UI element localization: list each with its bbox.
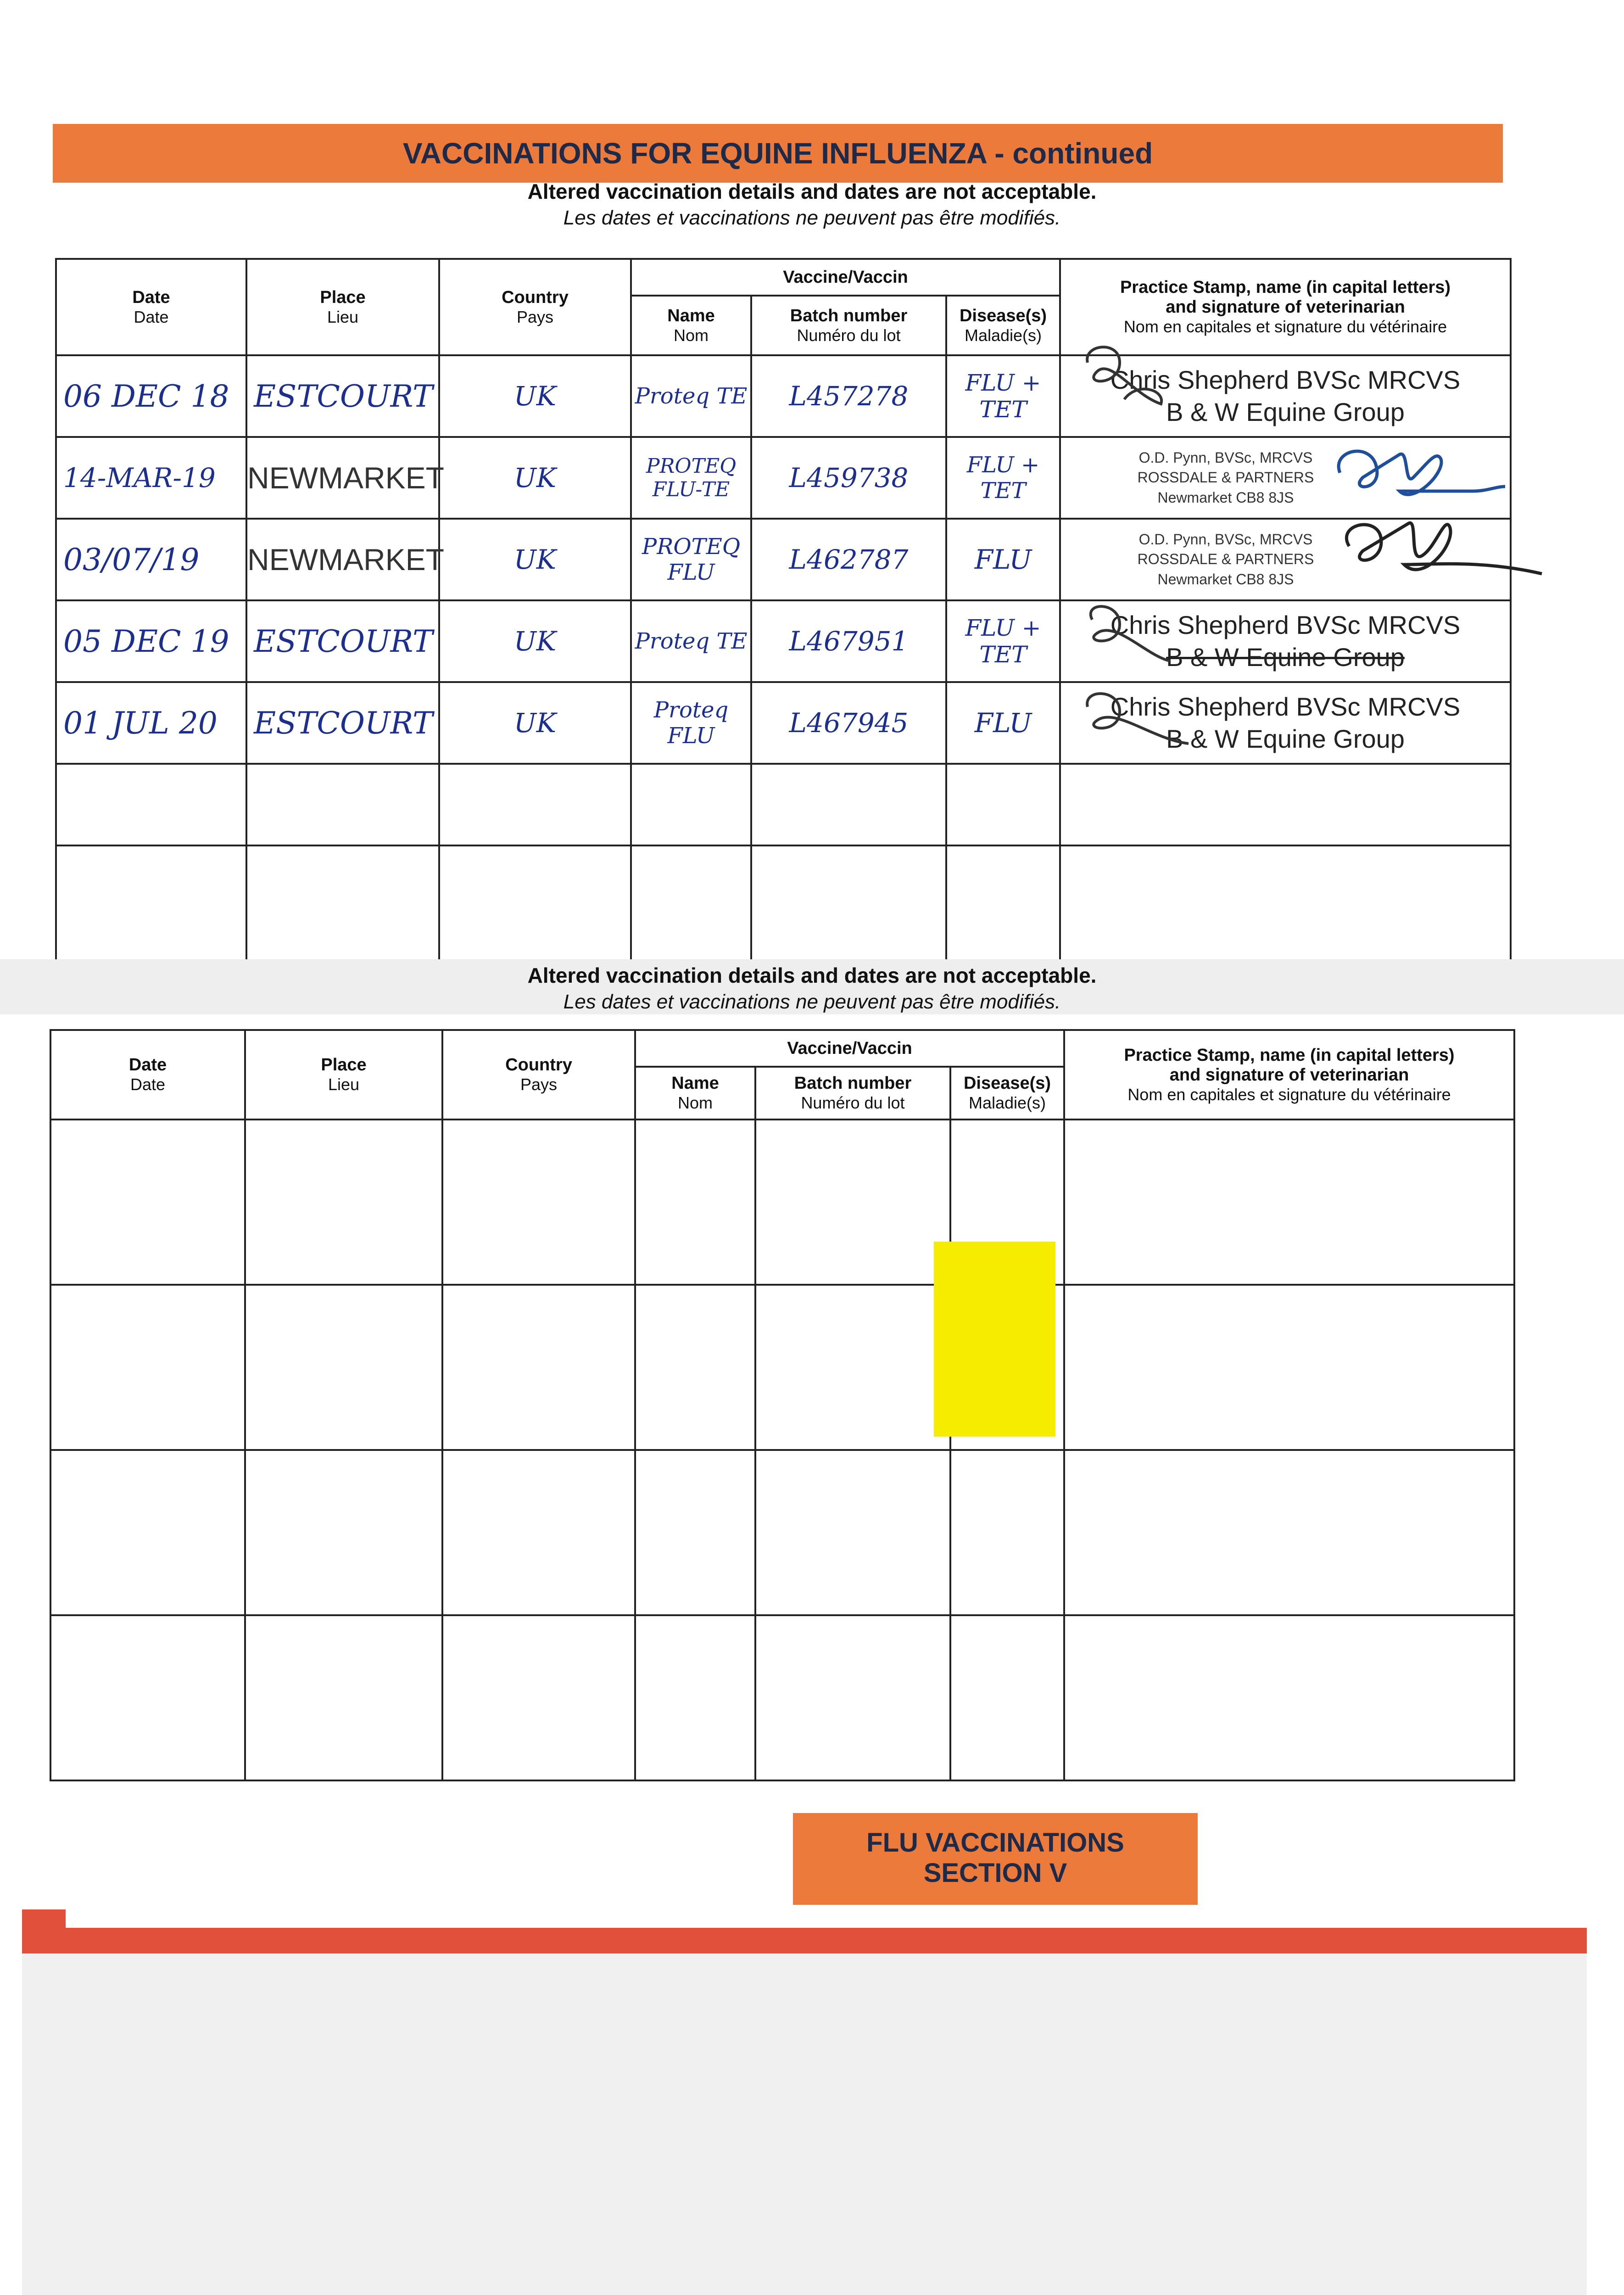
vet-address: Newmarket CB8 8JS — [1157, 489, 1294, 506]
vaccine-name-cell: Proteq TE — [631, 600, 751, 682]
disease-cell: FLU + TET — [946, 355, 1060, 437]
batch-cell: L462787 — [751, 519, 946, 600]
place-header: Place Lieu — [246, 259, 439, 355]
place-cell: NEWMARKET — [246, 437, 439, 519]
vet-address: Newmarket CB8 8JS — [1157, 571, 1294, 588]
vet-name: O.D. Pynn, BVSc, MRCVS — [1138, 531, 1313, 548]
vaccine-name-cell: PROTEQ FLU-TE — [631, 437, 751, 519]
disease-cell: FLU + TET — [946, 437, 1060, 519]
name-header: Name Nom — [631, 296, 751, 355]
table-row — [50, 1615, 1514, 1780]
name-header: Name Nom — [635, 1067, 755, 1120]
vet-practice: B & W Equine Group — [1166, 397, 1405, 426]
table-row — [56, 682, 1511, 764]
notice-fr: Les dates et vaccinations ne peuvent pas être modifiés. — [563, 207, 1061, 229]
disease-header: Disease(s) Maladie(s) — [950, 1067, 1064, 1120]
country-cell: UK — [439, 355, 631, 437]
vaccination-table-1 — [55, 258, 1512, 961]
notice-en-2: Altered vaccination details and dates are not acceptable. — [527, 963, 1097, 987]
disease-header: Disease(s) Maladie(s) — [946, 296, 1060, 355]
table-row — [50, 1450, 1514, 1615]
bottom-scan-area — [22, 1954, 1587, 2295]
place-cell: ESTCOURT — [246, 600, 439, 682]
vaccine-name-cell: Proteq TE — [631, 355, 751, 437]
date-cell: 14-MAR-19 — [56, 437, 246, 519]
vaccine-name-cell: Proteq FLU — [631, 682, 751, 764]
batch-cell: L467945 — [751, 682, 946, 764]
vaccine-header: Vaccine/Vaccin — [635, 1030, 1064, 1067]
country-header: Country Pays — [439, 259, 631, 355]
place-header: Place Lieu — [245, 1030, 442, 1120]
vaccine-header: Vaccine/Vaccin — [631, 259, 1060, 296]
batch-header: Batch number Numéro du lot — [751, 296, 946, 355]
date-cell: 05 DEC 19 — [56, 600, 246, 682]
disease-cell: FLU — [946, 519, 1060, 600]
stamp-header: Practice Stamp, name (in capital letters) and signature of veterinarian Nom en capitales et signature du vétérinaire — [1060, 259, 1511, 355]
date-cell: 01 JUL 20 — [56, 682, 246, 764]
vet-practice: B & W Equine Group — [1166, 643, 1405, 672]
banner-title: VACCINATIONS FOR EQUINE INFLUENZA - continued — [402, 137, 1153, 170]
place-cell: ESTCOURT — [246, 355, 439, 437]
batch-cell: L457278 — [751, 355, 946, 437]
section-line-2: SECTION V — [923, 1858, 1067, 1888]
vaccine-name-cell: PROTEQ FLU — [631, 519, 751, 600]
place-cell: NEWMARKET — [246, 519, 439, 600]
country-cell: UK — [439, 519, 631, 600]
red-edge-strip — [22, 1928, 1587, 1954]
disease-cell: FLU — [946, 682, 1060, 764]
vet-name: Chris Shepherd BVSc MRCVS — [1110, 610, 1461, 639]
country-header: Country Pays — [442, 1030, 635, 1120]
section-banner — [53, 124, 1503, 183]
section-footer-banner — [793, 1813, 1198, 1905]
vet-practice: B & W Equine Group — [1166, 724, 1405, 753]
table-row — [56, 355, 1511, 437]
table-row — [50, 1120, 1514, 1285]
signature-scribble — [1322, 496, 1551, 588]
vaccination-table-2 — [50, 1029, 1515, 1781]
batch-cell: L459738 — [751, 437, 946, 519]
vet-name: O.D. Pynn, BVSc, MRCVS — [1138, 449, 1313, 466]
vet-practice: ROSSDALE & PARTNERS — [1137, 551, 1314, 568]
country-cell: UK — [439, 437, 631, 519]
table-row — [56, 437, 1511, 519]
stamp-header: Practice Stamp, name (in capital letters) and signature of veterinarian Nom en capitales et signature du vétérinaire — [1064, 1030, 1514, 1120]
date-header: Date Date — [56, 259, 246, 355]
table-row — [56, 764, 1511, 845]
date-cell: 03/07/19 — [56, 519, 246, 600]
yellow-sticky-note — [934, 1242, 1055, 1437]
notice-fr-2: Les dates et vaccinations ne peuvent pas être modifiés. — [563, 991, 1061, 1013]
place-cell: ESTCOURT — [246, 682, 439, 764]
notice-en: Altered vaccination details and dates are not acceptable. — [527, 179, 1097, 203]
table-row — [56, 845, 1511, 960]
vet-practice: ROSSDALE & PARTNERS — [1137, 469, 1314, 486]
batch-header: Batch number Numéro du lot — [755, 1067, 950, 1120]
signature-scribble — [1069, 330, 1184, 422]
country-cell: UK — [439, 682, 631, 764]
table-row — [56, 600, 1511, 682]
date-header: Date Date — [50, 1030, 245, 1120]
country-cell: UK — [439, 600, 631, 682]
table-row — [56, 519, 1511, 600]
date-cell: 06 DEC 18 — [56, 355, 246, 437]
vet-name: Chris Shepherd BVSc MRCVS — [1110, 692, 1461, 721]
disease-cell: FLU + TET — [946, 600, 1060, 682]
vet-name: Chris Shepherd BVSc MRCVS — [1110, 365, 1461, 394]
section-line-1: FLU VACCINATIONS — [866, 1828, 1124, 1858]
batch-cell: L467951 — [751, 600, 946, 682]
signature-scribble — [1069, 592, 1207, 757]
red-edge-tab — [22, 1909, 66, 1937]
table-row — [50, 1285, 1514, 1450]
